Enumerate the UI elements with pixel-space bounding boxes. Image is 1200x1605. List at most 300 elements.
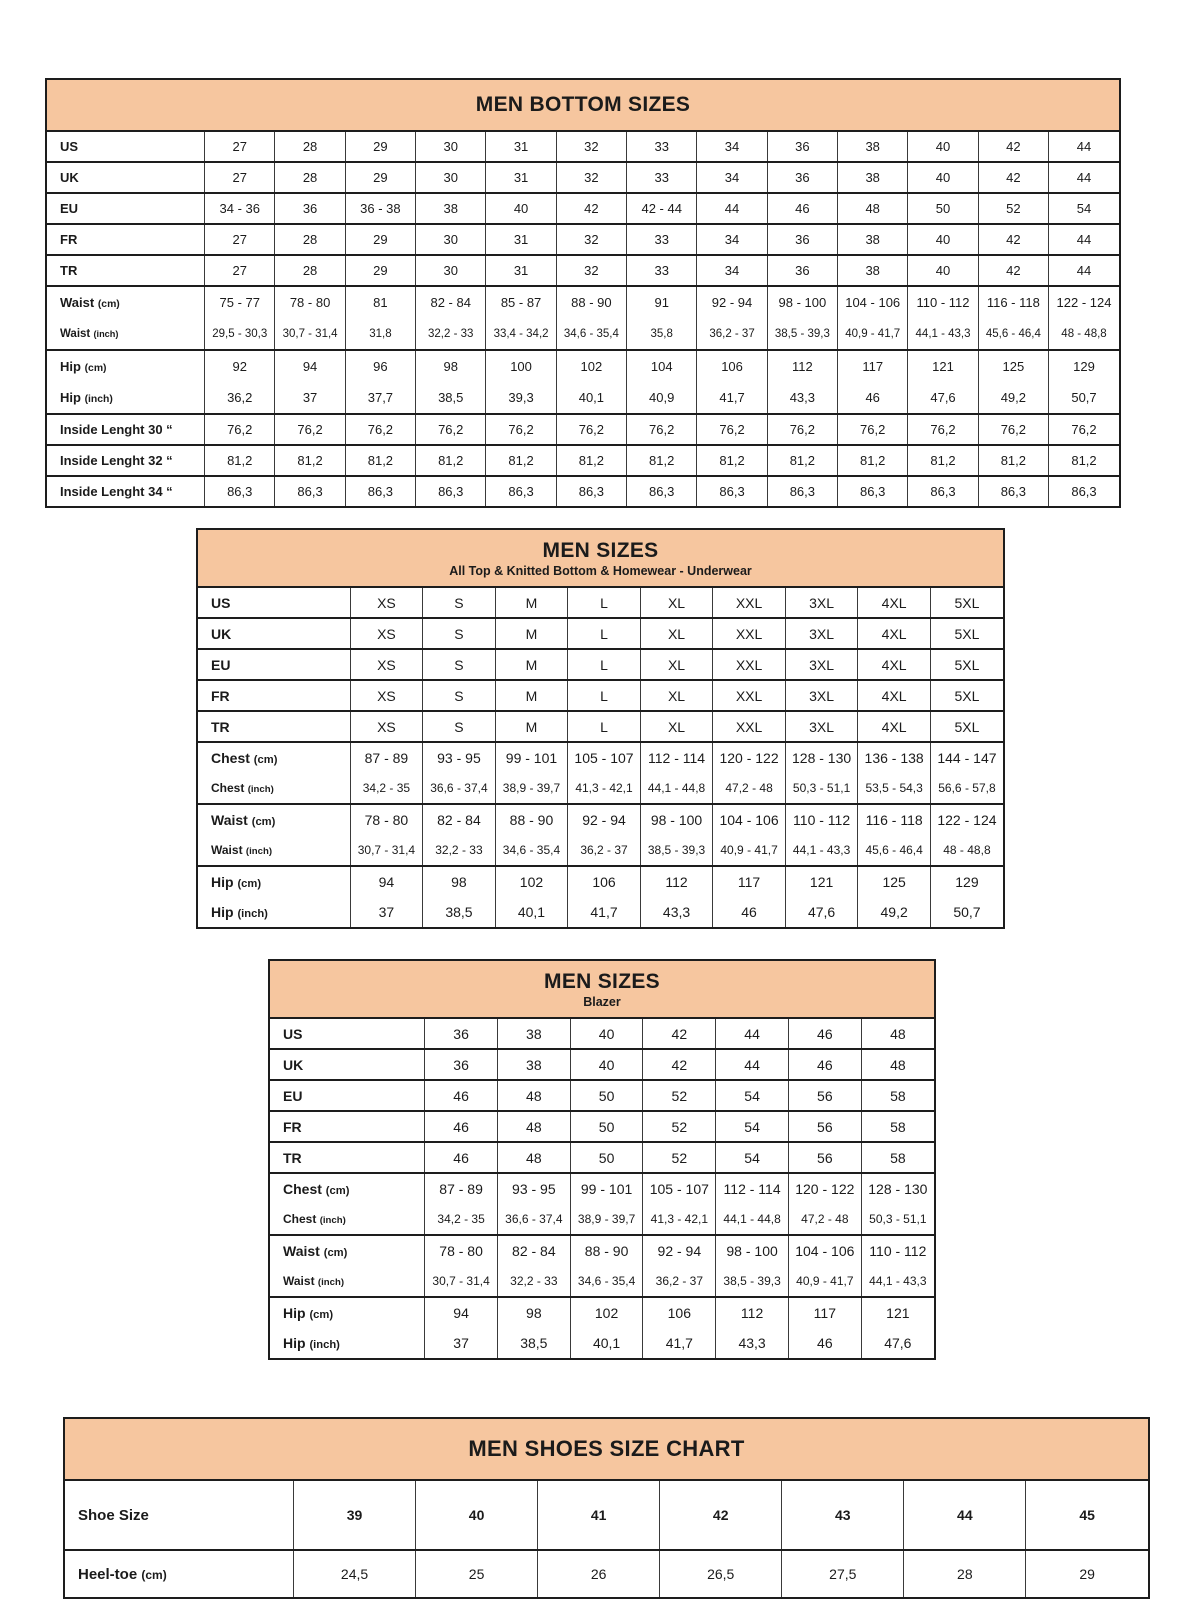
value-cell: 86,3 bbox=[1049, 476, 1119, 506]
value-cell: 46 bbox=[425, 1142, 498, 1173]
table-section bbox=[270, 1235, 934, 1297]
value-cell: 3XL bbox=[785, 618, 858, 649]
value-cell: 98 bbox=[423, 866, 496, 897]
table-section bbox=[198, 866, 1003, 927]
value-cell: 36 bbox=[767, 255, 837, 286]
value-cell: 44,1 - 43,3 bbox=[908, 318, 978, 350]
table-row bbox=[198, 588, 1003, 618]
row-label: TR bbox=[283, 1149, 302, 1166]
table-row bbox=[47, 382, 1119, 414]
value-cell: 76,2 bbox=[767, 414, 837, 445]
table-row bbox=[270, 1019, 934, 1049]
value-cell: 81,2 bbox=[627, 445, 697, 476]
value-cell: 75 - 77 bbox=[205, 286, 275, 318]
value-cell: 29 bbox=[345, 224, 415, 255]
value-cell: 36 bbox=[767, 132, 837, 162]
value-cell: 5XL bbox=[930, 588, 1003, 618]
row-label-unit: (inch) bbox=[319, 1215, 346, 1226]
value-cell: 34,6 - 35,4 bbox=[495, 835, 568, 866]
table-section bbox=[198, 618, 1003, 649]
value-cell: 144 - 147 bbox=[930, 742, 1003, 773]
value-cell: 81,2 bbox=[908, 445, 978, 476]
value-cell: 106 bbox=[643, 1297, 716, 1328]
table-row bbox=[270, 1111, 934, 1142]
row-label: Waist (cm) bbox=[283, 1243, 348, 1259]
row-label-unit: (inch) bbox=[247, 784, 274, 795]
value-cell: 86,3 bbox=[978, 476, 1048, 506]
value-cell: XL bbox=[640, 649, 713, 680]
value-cell: 50 bbox=[908, 193, 978, 224]
row-label-unit: (cm) bbox=[251, 816, 276, 828]
value-cell: 112 bbox=[716, 1297, 789, 1328]
value-cell: 81,2 bbox=[767, 445, 837, 476]
value-cell: 42 bbox=[556, 193, 626, 224]
value-cell: 34 bbox=[697, 132, 767, 162]
value-cell: 44 bbox=[1049, 162, 1119, 193]
table-title: MEN SIZES bbox=[542, 538, 659, 562]
value-cell: 38,5 - 39,3 bbox=[640, 835, 713, 866]
value-cell: 38 bbox=[416, 193, 486, 224]
value-cell: 86,3 bbox=[275, 476, 345, 506]
value-cell: 44 bbox=[1049, 224, 1119, 255]
table-row bbox=[198, 897, 1003, 927]
value-cell: 34 - 36 bbox=[205, 193, 275, 224]
value-cell: 58 bbox=[861, 1111, 934, 1142]
value-cell: S bbox=[423, 680, 496, 711]
value-cell: 81,2 bbox=[205, 445, 275, 476]
row-label: FR bbox=[283, 1118, 302, 1135]
value-cell: 36 bbox=[425, 1049, 498, 1080]
table-section bbox=[65, 1481, 1148, 1550]
value-cell: 45,6 - 46,4 bbox=[978, 318, 1048, 350]
value-cell: 28 bbox=[275, 224, 345, 255]
value-cell: 50 bbox=[570, 1111, 643, 1142]
value-cell: 38 bbox=[497, 1049, 570, 1080]
value-cell: 44 bbox=[697, 193, 767, 224]
row-label: Hip (inch) bbox=[283, 1335, 340, 1351]
value-cell: 81,2 bbox=[486, 445, 556, 476]
value-cell: 4XL bbox=[858, 618, 931, 649]
value-cell: 86,3 bbox=[838, 476, 908, 506]
value-cell: S bbox=[423, 618, 496, 649]
value-cell: 33 bbox=[627, 255, 697, 286]
value-cell: 5XL bbox=[930, 711, 1003, 742]
value-cell: 104 - 106 bbox=[713, 804, 786, 835]
value-cell: 50 bbox=[570, 1142, 643, 1173]
value-cell: 38,5 bbox=[423, 897, 496, 927]
value-cell: 49,2 bbox=[978, 382, 1048, 414]
row-label: FR bbox=[211, 687, 230, 704]
row-label: UK bbox=[211, 625, 232, 642]
value-cell: 26 bbox=[538, 1550, 660, 1597]
value-cell: 40 bbox=[908, 224, 978, 255]
row-label: TR bbox=[211, 718, 230, 735]
table-row bbox=[198, 804, 1003, 835]
row-label: Hip (cm) bbox=[211, 874, 262, 890]
value-cell: 121 bbox=[908, 350, 978, 382]
value-cell: 40,9 - 41,7 bbox=[713, 835, 786, 866]
value-cell: 36 bbox=[275, 193, 345, 224]
value-cell: 96 bbox=[345, 350, 415, 382]
table-row bbox=[65, 1481, 1148, 1550]
value-cell: 78 - 80 bbox=[350, 804, 423, 835]
value-cell: 36,6 - 37,4 bbox=[497, 1204, 570, 1235]
table-title-bar bbox=[65, 1419, 1148, 1481]
row-label: Inside Lenght 30 “ bbox=[60, 422, 173, 437]
value-cell: 27 bbox=[205, 224, 275, 255]
value-cell: 4XL bbox=[858, 649, 931, 680]
value-cell: 43 bbox=[782, 1481, 904, 1550]
value-cell: L bbox=[568, 711, 641, 742]
value-cell: 48 bbox=[861, 1019, 934, 1049]
table-section bbox=[47, 255, 1119, 286]
value-cell: 48 - 48,8 bbox=[1049, 318, 1119, 350]
value-cell: 40 bbox=[570, 1019, 643, 1049]
value-cell: 128 - 130 bbox=[861, 1173, 934, 1204]
value-cell: 45 bbox=[1026, 1481, 1148, 1550]
value-cell: 117 bbox=[788, 1297, 861, 1328]
row-label: Hip (cm) bbox=[283, 1305, 334, 1321]
value-cell: 34 bbox=[697, 224, 767, 255]
value-cell: 46 bbox=[713, 897, 786, 927]
value-cell: 81,2 bbox=[838, 445, 908, 476]
table-row bbox=[47, 350, 1119, 382]
value-cell: 98 - 100 bbox=[640, 804, 713, 835]
table-section bbox=[65, 1550, 1148, 1597]
value-cell: 44 bbox=[1049, 255, 1119, 286]
value-cell: 3XL bbox=[785, 588, 858, 618]
row-label: Waist (inch) bbox=[211, 843, 273, 857]
table-row bbox=[47, 476, 1119, 506]
value-cell: 37 bbox=[275, 382, 345, 414]
value-cell: 42 bbox=[978, 132, 1048, 162]
value-cell: 120 - 122 bbox=[713, 742, 786, 773]
value-cell: 52 bbox=[643, 1142, 716, 1173]
value-cell: 110 - 112 bbox=[785, 804, 858, 835]
value-cell: 28 bbox=[904, 1550, 1026, 1597]
row-label-unit: (cm) bbox=[253, 754, 278, 766]
value-cell: 112 bbox=[767, 350, 837, 382]
value-cell: 47,2 - 48 bbox=[788, 1204, 861, 1235]
value-cell: L bbox=[568, 649, 641, 680]
value-cell: 48 bbox=[497, 1080, 570, 1111]
row-label: Chest (cm) bbox=[283, 1181, 350, 1197]
value-cell: 81,2 bbox=[978, 445, 1048, 476]
value-cell: 91 bbox=[627, 286, 697, 318]
row-label: US bbox=[211, 594, 231, 611]
table-row bbox=[270, 1049, 934, 1080]
value-cell: 26,5 bbox=[660, 1550, 782, 1597]
value-cell: 76,2 bbox=[908, 414, 978, 445]
row-label-unit: (inch) bbox=[84, 394, 113, 405]
value-cell: 44,1 - 43,3 bbox=[785, 835, 858, 866]
row-label: US bbox=[283, 1025, 303, 1042]
value-cell: 47,2 - 48 bbox=[713, 773, 786, 804]
value-cell: 117 bbox=[838, 350, 908, 382]
value-cell: 54 bbox=[1049, 193, 1119, 224]
value-cell: 36 bbox=[425, 1019, 498, 1049]
value-cell: 92 - 94 bbox=[697, 286, 767, 318]
table-row bbox=[270, 1266, 934, 1297]
value-cell: 32 bbox=[556, 132, 626, 162]
table-section bbox=[47, 414, 1119, 445]
value-cell: 38,9 - 39,7 bbox=[570, 1204, 643, 1235]
value-cell: 86,3 bbox=[627, 476, 697, 506]
value-cell: 43,3 bbox=[767, 382, 837, 414]
men-shoes-size-chart-grid bbox=[65, 1481, 1148, 1597]
value-cell: 106 bbox=[568, 866, 641, 897]
row-label: Heel-toe (cm) bbox=[78, 1565, 167, 1583]
table-section bbox=[47, 162, 1119, 193]
value-cell: XL bbox=[640, 588, 713, 618]
value-cell: 41,7 bbox=[568, 897, 641, 927]
table-row bbox=[270, 1080, 934, 1111]
value-cell: 92 bbox=[205, 350, 275, 382]
value-cell: 33 bbox=[627, 224, 697, 255]
value-cell: 29 bbox=[345, 132, 415, 162]
row-label: EU bbox=[283, 1087, 303, 1104]
value-cell: 81,2 bbox=[697, 445, 767, 476]
value-cell: 82 - 84 bbox=[497, 1235, 570, 1266]
table-row bbox=[270, 1297, 934, 1328]
value-cell: 98 - 100 bbox=[767, 286, 837, 318]
value-cell: 31 bbox=[486, 162, 556, 193]
value-cell: 41 bbox=[538, 1481, 660, 1550]
value-cell: 36,6 - 37,4 bbox=[423, 773, 496, 804]
value-cell: 94 bbox=[350, 866, 423, 897]
value-cell: 29,5 - 30,3 bbox=[205, 318, 275, 350]
row-label: Hip (cm) bbox=[60, 359, 107, 374]
table-row bbox=[198, 835, 1003, 866]
value-cell: M bbox=[495, 680, 568, 711]
value-cell: 98 bbox=[416, 350, 486, 382]
value-cell: 29 bbox=[345, 255, 415, 286]
value-cell: 129 bbox=[930, 866, 1003, 897]
table-row bbox=[270, 1173, 934, 1204]
value-cell: 32,2 - 33 bbox=[416, 318, 486, 350]
value-cell: 30 bbox=[416, 255, 486, 286]
value-cell: 3XL bbox=[785, 680, 858, 711]
value-cell: 87 - 89 bbox=[350, 742, 423, 773]
value-cell: 30 bbox=[416, 162, 486, 193]
row-label: Hip (inch) bbox=[60, 390, 113, 405]
value-cell: 38 bbox=[838, 224, 908, 255]
value-cell: M bbox=[495, 649, 568, 680]
row-label-unit: (inch) bbox=[309, 1339, 340, 1351]
value-cell: 49,2 bbox=[858, 897, 931, 927]
row-label-unit: (inch) bbox=[93, 328, 119, 339]
table-section bbox=[47, 445, 1119, 476]
table-title-bar bbox=[47, 80, 1119, 132]
value-cell: 46 bbox=[788, 1019, 861, 1049]
value-cell: 40 bbox=[908, 162, 978, 193]
value-cell: 30,7 - 31,4 bbox=[350, 835, 423, 866]
value-cell: S bbox=[423, 711, 496, 742]
value-cell: 86,3 bbox=[486, 476, 556, 506]
value-cell: XXL bbox=[713, 711, 786, 742]
value-cell: XXL bbox=[713, 588, 786, 618]
value-cell: 40,1 bbox=[556, 382, 626, 414]
value-cell: 112 - 114 bbox=[716, 1173, 789, 1204]
row-label-unit: (cm) bbox=[141, 1567, 167, 1582]
table-row bbox=[198, 680, 1003, 711]
value-cell: 88 - 90 bbox=[556, 286, 626, 318]
table-section bbox=[47, 193, 1119, 224]
value-cell: 46 bbox=[767, 193, 837, 224]
value-cell: 94 bbox=[275, 350, 345, 382]
value-cell: 136 - 138 bbox=[858, 742, 931, 773]
value-cell: 27,5 bbox=[782, 1550, 904, 1597]
value-cell: 35,8 bbox=[627, 318, 697, 350]
value-cell: 4XL bbox=[858, 711, 931, 742]
table-title: MEN BOTTOM SIZES bbox=[475, 93, 691, 116]
value-cell: 31 bbox=[486, 255, 556, 286]
table-row bbox=[47, 162, 1119, 193]
value-cell: 38,5 bbox=[416, 382, 486, 414]
value-cell: 102 bbox=[495, 866, 568, 897]
value-cell: XS bbox=[350, 649, 423, 680]
table-subtitle: All Top & Knitted Bottom & Homewear - Underwear bbox=[449, 563, 752, 578]
value-cell: 30 bbox=[416, 132, 486, 162]
value-cell: 76,2 bbox=[697, 414, 767, 445]
value-cell: 36,2 - 37 bbox=[568, 835, 641, 866]
row-label: Waist (cm) bbox=[211, 812, 276, 828]
value-cell: 34,6 - 35,4 bbox=[556, 318, 626, 350]
value-cell: 92 - 94 bbox=[568, 804, 641, 835]
value-cell: 36,2 bbox=[205, 382, 275, 414]
value-cell: 81,2 bbox=[1049, 445, 1119, 476]
value-cell: 34 bbox=[697, 162, 767, 193]
value-cell: 98 - 100 bbox=[716, 1235, 789, 1266]
men-sizes-blazer-table bbox=[268, 959, 936, 1360]
value-cell: 86,3 bbox=[697, 476, 767, 506]
value-cell: 82 - 84 bbox=[423, 804, 496, 835]
value-cell: 46 bbox=[425, 1080, 498, 1111]
value-cell: 93 - 95 bbox=[423, 742, 496, 773]
table-row bbox=[198, 866, 1003, 897]
men-bottom-sizes-grid bbox=[47, 132, 1119, 506]
value-cell: XL bbox=[640, 618, 713, 649]
value-cell: L bbox=[568, 618, 641, 649]
value-cell: 43,3 bbox=[640, 897, 713, 927]
value-cell: 129 bbox=[1049, 350, 1119, 382]
value-cell: 110 - 112 bbox=[908, 286, 978, 318]
row-label: Shoe Size bbox=[78, 1506, 149, 1524]
table-row bbox=[47, 255, 1119, 286]
value-cell: XS bbox=[350, 711, 423, 742]
value-cell: 76,2 bbox=[486, 414, 556, 445]
value-cell: 40 bbox=[570, 1049, 643, 1080]
value-cell: 40,1 bbox=[495, 897, 568, 927]
table-section bbox=[270, 1080, 934, 1111]
value-cell: 44,1 - 44,8 bbox=[716, 1204, 789, 1235]
value-cell: XXL bbox=[713, 680, 786, 711]
value-cell: 86,3 bbox=[908, 476, 978, 506]
value-cell: 42 bbox=[643, 1049, 716, 1080]
value-cell: 104 - 106 bbox=[788, 1235, 861, 1266]
value-cell: L bbox=[568, 588, 641, 618]
value-cell: 47,6 bbox=[785, 897, 858, 927]
value-cell: 76,2 bbox=[275, 414, 345, 445]
value-cell: 50,3 - 51,1 bbox=[785, 773, 858, 804]
value-cell: 121 bbox=[785, 866, 858, 897]
value-cell: 31 bbox=[486, 224, 556, 255]
value-cell: 44 bbox=[1049, 132, 1119, 162]
value-cell: 33 bbox=[627, 132, 697, 162]
value-cell: 31 bbox=[486, 132, 556, 162]
value-cell: 86,3 bbox=[205, 476, 275, 506]
value-cell: 86,3 bbox=[416, 476, 486, 506]
table-section bbox=[270, 1049, 934, 1080]
row-label: FR bbox=[60, 232, 78, 247]
value-cell: 36 - 38 bbox=[345, 193, 415, 224]
table-row bbox=[270, 1328, 934, 1358]
row-label: Chest (cm) bbox=[211, 750, 278, 766]
value-cell: 92 - 94 bbox=[643, 1235, 716, 1266]
table-subtitle: Blazer bbox=[583, 994, 621, 1009]
value-cell: 76,2 bbox=[1049, 414, 1119, 445]
value-cell: 27 bbox=[205, 255, 275, 286]
value-cell: 52 bbox=[643, 1080, 716, 1111]
value-cell: 50,3 - 51,1 bbox=[861, 1204, 934, 1235]
table-section bbox=[270, 1142, 934, 1173]
value-cell: 40,9 - 41,7 bbox=[838, 318, 908, 350]
row-label: Chest (inch) bbox=[283, 1212, 346, 1226]
value-cell: 33 bbox=[627, 162, 697, 193]
value-cell: XS bbox=[350, 680, 423, 711]
value-cell: 40,9 bbox=[627, 382, 697, 414]
table-section bbox=[47, 224, 1119, 255]
value-cell: 41,7 bbox=[643, 1328, 716, 1358]
value-cell: 106 bbox=[697, 350, 767, 382]
value-cell: 78 - 80 bbox=[425, 1235, 498, 1266]
value-cell: 40,1 bbox=[570, 1328, 643, 1358]
value-cell: 32 bbox=[556, 255, 626, 286]
table-row bbox=[47, 414, 1119, 445]
value-cell: 46 bbox=[425, 1111, 498, 1142]
value-cell: 45,6 - 46,4 bbox=[858, 835, 931, 866]
table-section bbox=[198, 649, 1003, 680]
row-label-unit: (cm) bbox=[237, 878, 262, 890]
row-label: Waist (inch) bbox=[283, 1274, 345, 1288]
value-cell: 76,2 bbox=[416, 414, 486, 445]
value-cell: 122 - 124 bbox=[1049, 286, 1119, 318]
value-cell: 81,2 bbox=[345, 445, 415, 476]
value-cell: 44 bbox=[904, 1481, 1026, 1550]
value-cell: 4XL bbox=[858, 588, 931, 618]
table-row bbox=[198, 711, 1003, 742]
value-cell: 104 - 106 bbox=[838, 286, 908, 318]
value-cell: 5XL bbox=[930, 618, 1003, 649]
value-cell: 116 - 118 bbox=[858, 804, 931, 835]
value-cell: 41,3 - 42,1 bbox=[643, 1204, 716, 1235]
value-cell: 76,2 bbox=[978, 414, 1048, 445]
value-cell: 56 bbox=[788, 1080, 861, 1111]
table-section bbox=[198, 742, 1003, 804]
value-cell: 105 - 107 bbox=[643, 1173, 716, 1204]
value-cell: 116 - 118 bbox=[978, 286, 1048, 318]
value-cell: M bbox=[495, 711, 568, 742]
row-label: EU bbox=[211, 656, 231, 673]
value-cell: 42 bbox=[978, 255, 1048, 286]
table-row bbox=[270, 1142, 934, 1173]
value-cell: 34,6 - 35,4 bbox=[570, 1266, 643, 1297]
value-cell: 38,5 - 39,3 bbox=[767, 318, 837, 350]
value-cell: 53,5 - 54,3 bbox=[858, 773, 931, 804]
value-cell: 32,2 - 33 bbox=[497, 1266, 570, 1297]
row-label-unit: (inch) bbox=[245, 846, 273, 857]
value-cell: 48 - 48,8 bbox=[930, 835, 1003, 866]
